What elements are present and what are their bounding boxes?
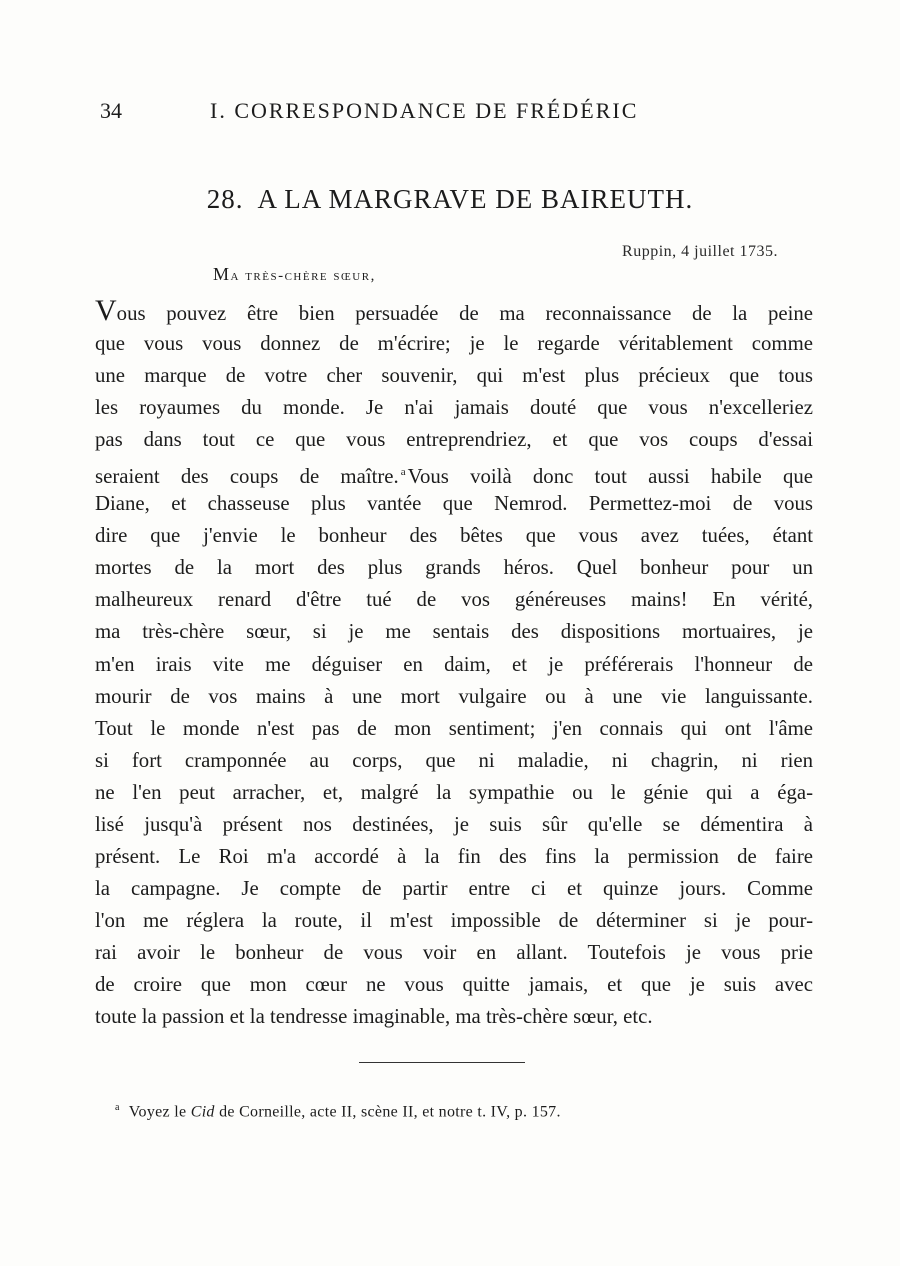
footnote-suffix: de Corneille, acte II, scène II, et notre t. IV, p. 157. xyxy=(219,1103,561,1121)
salutation: Ma très-chère sœur, xyxy=(213,264,376,284)
letter-heading-text: A LA MARGRAVE DE BAIREUTH. xyxy=(257,184,694,214)
body-line: mortes de la mort des plus grands héros. Quel bonheur pour un xyxy=(95,556,813,580)
letter-body xyxy=(95,296,813,1033)
footnote-work-title: Cid xyxy=(190,1103,215,1121)
body-line: si fort cramponnée au corps, que ni maladie, ni chagrin, ni rien xyxy=(95,748,813,772)
body-line: que vous vous donnez de m'écrire; je le regarde véritablement comme xyxy=(95,332,813,356)
body-line: ne l'en peut arracher, et, malgré la sympathie ou le génie qui a éga- xyxy=(95,780,813,804)
page-number: 34 xyxy=(100,98,122,123)
body-line: une marque de votre cher souvenir, qui m'est plus précieux que tous xyxy=(95,364,813,388)
body-line: lisé jusqu'à présent nos destinées, je suis sûr qu'elle se démentira à xyxy=(95,812,813,836)
footnote xyxy=(115,1102,561,1121)
running-head xyxy=(100,98,740,128)
letter-heading xyxy=(0,184,900,215)
letter-number: 28. xyxy=(206,184,244,214)
footnote-mark: a xyxy=(115,1102,120,1113)
body-line: dire que j'envie le bonheur des bêtes que vous avez tuées, étant xyxy=(95,524,813,548)
body-line: m'en irais vite me déguiser en daim, et je préférerais l'honneur de xyxy=(95,652,813,676)
body-line: ma très-chère sœur, si je me sentais des dispositions mortuaires, je xyxy=(95,620,813,644)
body-line: Vous pouvez être bien persuadée de ma reconnaissance de la peine xyxy=(95,294,813,327)
body-line: seraient des coups de maître. $^a$Vous voilà donc tout aussi habile que xyxy=(95,465,813,489)
body-line: malheureux renard d'être tué de vos généreuses mains! En vérité, xyxy=(95,588,813,612)
body-line: mourir de vos mains à une mort vulgaire ou à une vie languissante. xyxy=(95,684,813,708)
body-line: pas dans tout ce que vous entreprendriez, et que vos coups d'essai xyxy=(95,428,813,452)
drop-cap: V xyxy=(95,294,117,327)
footnote-reference[interactable]: a xyxy=(400,466,406,479)
body-line: de croire que mon cœur ne vous quitte jamais, et que je suis avec xyxy=(95,972,813,996)
body-line: toute la passion et la tendresse imaginable, ma très-chère sœur, etc. xyxy=(95,1005,653,1029)
body-line: la campagne. Je compte de partir entre ci et quinze jours. Comme xyxy=(95,876,813,900)
running-title: I. CORRESPONDANCE DE FRÉDÉRIC xyxy=(210,98,639,123)
footnote-divider xyxy=(359,1062,525,1063)
dateline: Ruppin, 4 juillet 1735. xyxy=(622,243,778,260)
body-line: les royaumes du monde. Je n'ai jamais douté que vous n'excelleriez xyxy=(95,396,813,420)
body-line: présent. Le Roi m'a accordé à la fin des fins la permission de faire xyxy=(95,844,813,868)
body-line: Tout le monde n'est pas de mon sentiment; j'en connais qui ont l'âme xyxy=(95,716,813,740)
body-line: rai avoir le bonheur de vous voir en allant. Toutefois je vous prie xyxy=(95,940,813,964)
body-line: Diane, et chasseuse plus vantée que Nemrod. Permettez-moi de vous xyxy=(95,492,813,516)
footnote-prefix: Voyez le xyxy=(128,1103,187,1121)
body-line: l'on me réglera la route, il m'est impossible de déterminer si je pour- xyxy=(95,908,813,932)
